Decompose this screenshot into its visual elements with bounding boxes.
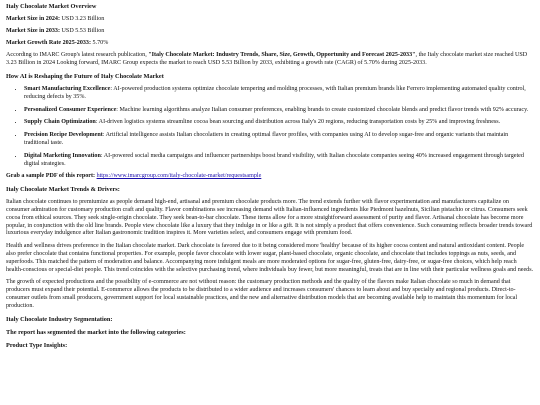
stat-market-size-2033 xyxy=(6,28,534,36)
product-type-heading: Product Type Insights: xyxy=(6,341,68,349)
stat-growth-rate xyxy=(6,40,534,48)
page-title: Italy Chocolate Market Overview xyxy=(6,3,97,10)
segmentation-subheading: The report has segmented the market into the following categories: xyxy=(6,328,186,336)
trends-paragraph: Health and wellness drives preference in the Italian chocolate market. Dark chocolate is favored due to it being considered more 'healthy' because of its higher cocoa content and natural antioxidant content. People also prefer chocolate that contains functional properties. For example, people favor chocolate with lower sugar, plant-based chocolate, organic chocolate, and chocolate that includes toppings as nuts, seeds, and superfoods. This matched the pattern of moderation and balance. Accompanying more indulgent meals are more moderated options for sugar-free, gluten-free, dairy-free, or sugar-free choices, which help reach health-conscious or special-diet people. This trend coincides with the selective purchasing trend, where individuals buy fewer, but more meaningful, treats that are in line with their particular wellness goals and needs. xyxy=(6,243,534,273)
list-item xyxy=(24,132,534,148)
list-item xyxy=(24,86,534,102)
intro-pre: According to IMARC Group's latest research publication, xyxy=(6,52,149,59)
sample-label: Grab a sample PDF of this report: xyxy=(6,173,96,180)
list-item xyxy=(24,119,534,127)
intro-paragraph xyxy=(6,52,534,68)
ai-section-heading: How AI is Reshaping the Future of Italy Chocolate Market xyxy=(6,73,164,81)
list-item xyxy=(24,107,534,115)
list-item-text: : AI-powered social media campaigns and influencer partnerships boost brand visibility, with Italian chocolate companies seeing 40% increased engagement through targeted digital strategies. xyxy=(24,152,524,167)
report-title: "Italy Chocolate Market: Industry Trends, Share, Size, Growth, Opportunity and Forecast 2025-2033" xyxy=(148,52,416,59)
stat-label: Market Size in 2033: xyxy=(6,27,60,34)
list-item-term: Precision Recipe Development xyxy=(24,132,103,139)
list-item-term: Personalized Consumer Experience xyxy=(24,106,117,113)
segmentation-heading: Italy Chocolate Industry Segmentation: xyxy=(6,315,113,323)
list-item xyxy=(24,153,534,169)
stat-label: Market Growth Rate 2025-2033: xyxy=(6,39,92,46)
ai-list xyxy=(6,86,534,168)
stat-market-size-2024 xyxy=(6,16,534,24)
stat-value: USD 5.53 Billion xyxy=(60,27,105,34)
list-item-text: : AI-powered production systems optimize chocolate tempering and molding processes, with Italian premium brands like Ferrero implementing automated quality control, reducing defects by 35%. xyxy=(24,86,526,100)
list-item-term: Smart Manufacturing Excellence xyxy=(24,86,111,93)
stat-value: 5.70% xyxy=(91,39,109,46)
trends-paragraph: The growth of expected productions and the possibility of e-commerce are not without reason: the customary production methods and the quality of the flavors make Italian chocolate so much in demand that producers must expand their potential. E-commerce allows the products to be distributed to a wider audience and increases consumers' chances to learn about and buy specialty and regional products. Direct-to-consumer outlets from small producers, government support for local sustainable practices, and the new and alternative distribution models that are becoming available help to maintain this momentum for local production. xyxy=(6,279,518,309)
trends-paragraph: Italian chocolate continues to premiumize as people demand high-end, artisanal and premium chocolate products more. The trend extends further with flavor experimentation and manufacturers capitalize on consumer admiration for customary production craft and quality. Flavor combinations see increasing demand with Italian-influenced ingredients like Piedmont hazelnuts, Sicilian pistachio or citrus. Consumers seek cocoa from ethical sources. They seek single-origin chocolate. They seek bean-to-bar chocolate. These items allow for a more straightforward assessment of purity and flavor. Artisanal chocolate has become more popular, in conjunction with the old line brands. People view chocolate like a luxury that they indulge in or like a gift. It is not simply a product that offers convenience. Such consuming reflects broader trends toward luxurious everyday indulgence after Italian gastronomic tradition inspires it. More varieties select, and consumers engage with premium food. xyxy=(6,199,533,237)
trends-heading: Italy Chocolate Market Trends & Drivers: xyxy=(6,186,120,194)
list-item-text: : Machine learning algorithms analyze Italian consumer preferences, enabling brands to create customized chocolate blends and predict flavor trends with 92% accuracy. xyxy=(116,106,529,113)
intro-post: , the Italy chocolate market size reached USD 3.23 Billion in 2024 Looking forward, IMARC Group expects the market to reach USD 5.53 Billion by 2033, exhibiting a growth rate (CAGR) of 5.70% during 2025-2033. xyxy=(6,52,528,67)
sample-pdf-link[interactable]: https://www.imarcgroup.com/italy-chocolate-market/requestsample xyxy=(96,173,262,180)
stat-value: USD 3.23 Billion xyxy=(60,16,105,23)
list-item-term: Supply Chain Optimization xyxy=(24,119,96,126)
list-item-term: Digital Marketing Innovation xyxy=(24,152,101,159)
list-item-text: : AI-driven logistics systems streamline cocoa bean sourcing and distribution across Italy's 20 regions, reducing transportation costs by 25% and improving freshness. xyxy=(95,119,501,126)
list-item-text: : Artificial intelligence assists Italian chocolatiers in creating optimal flavor profiles, with companies using AI to develop sugar-free and organic variants that maintain traditional taste. xyxy=(24,132,509,147)
sample-pdf-line xyxy=(6,173,534,181)
stat-label: Market Size in 2024: xyxy=(6,16,60,23)
